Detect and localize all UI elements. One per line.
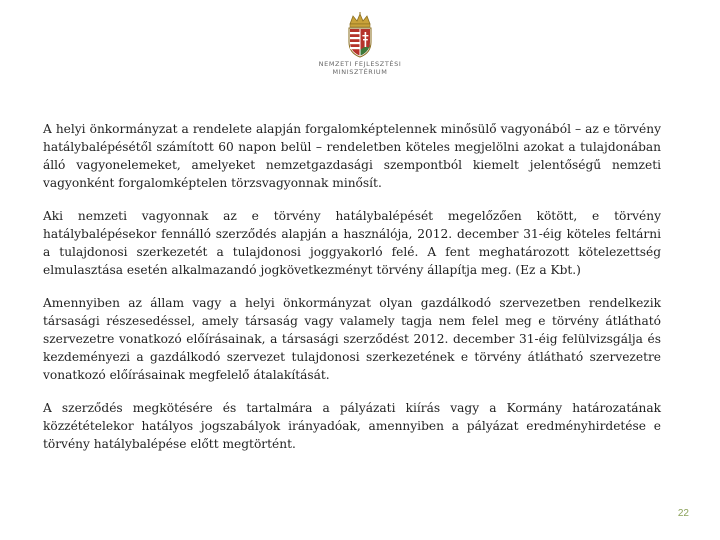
ministry-logo [316,12,404,92]
paragraph-2: Aki nemzeti vagyonnak az e törvény hatálybalépését megelőzően kötött, e törvény hatálybalépésekor fennálló szerződés alapján a használója, 2012. december 31-éig köteles feltárni a tulajdonosi szerkezetét a tulajdonosi joggyakorló felé. A fent meghatározott kötelezettség elmulasztása esetén alkalmazandó jogkövetkezményt törvény állapítja meg. (Ez a Kbt.) [43,209,661,277]
page-number: 22 [677,508,689,519]
ministry-name-line-2: MINISZTÉRIUM [332,68,388,76]
ministry-name-line-1: NEMZETI FEJLESZTÉSI [318,60,402,68]
paragraph-1: A helyi önkormányzat a rendelete alapján forgalomképtelennek minősülő vagyonából – az e törvény hatálybalépésétől számított 60 napon belül – rendeletben köteles megjelölni azokat a tulajdonában álló vagyonelemeket, amelyeket nemzetgazdasági szempontból kiemelt jelentőségű nemzeti vagyonként forgalomképtelen törzsvagyonnak minősít. [43,122,661,190]
ministry-name [316,60,404,76]
document-body [43,120,661,468]
paragraph-4: A szerződés megkötésére és tartalmára a pályázati kiírás vagy a Kormány határozatának közzétételekor hatályos jogszabályok irányadóak, amennyiben a pályázat eredményhirdetése e törvény hatálybalépése előtt megtörtént. [43,401,661,451]
hungarian-coat-of-arms-icon [344,12,376,58]
paragraph-3: Amennyiben az állam vagy a helyi önkormányzat olyan gazdálkodó szervezetben rendelkezik társasági részesedéssel, amely társaság vagy valamely tagja nem felel meg e törvény átlátható szervezetre vonatkozó előírásainak, a társasági szerződést 2012. december 31-éig felülvizsgálja és kezdeményezi a gazdálkodó szervezet tulajdonosi szerkezetének e törvény átlátható szervezetre vonatkozó előírásainak megfelelő átalakítását. [43,296,661,382]
